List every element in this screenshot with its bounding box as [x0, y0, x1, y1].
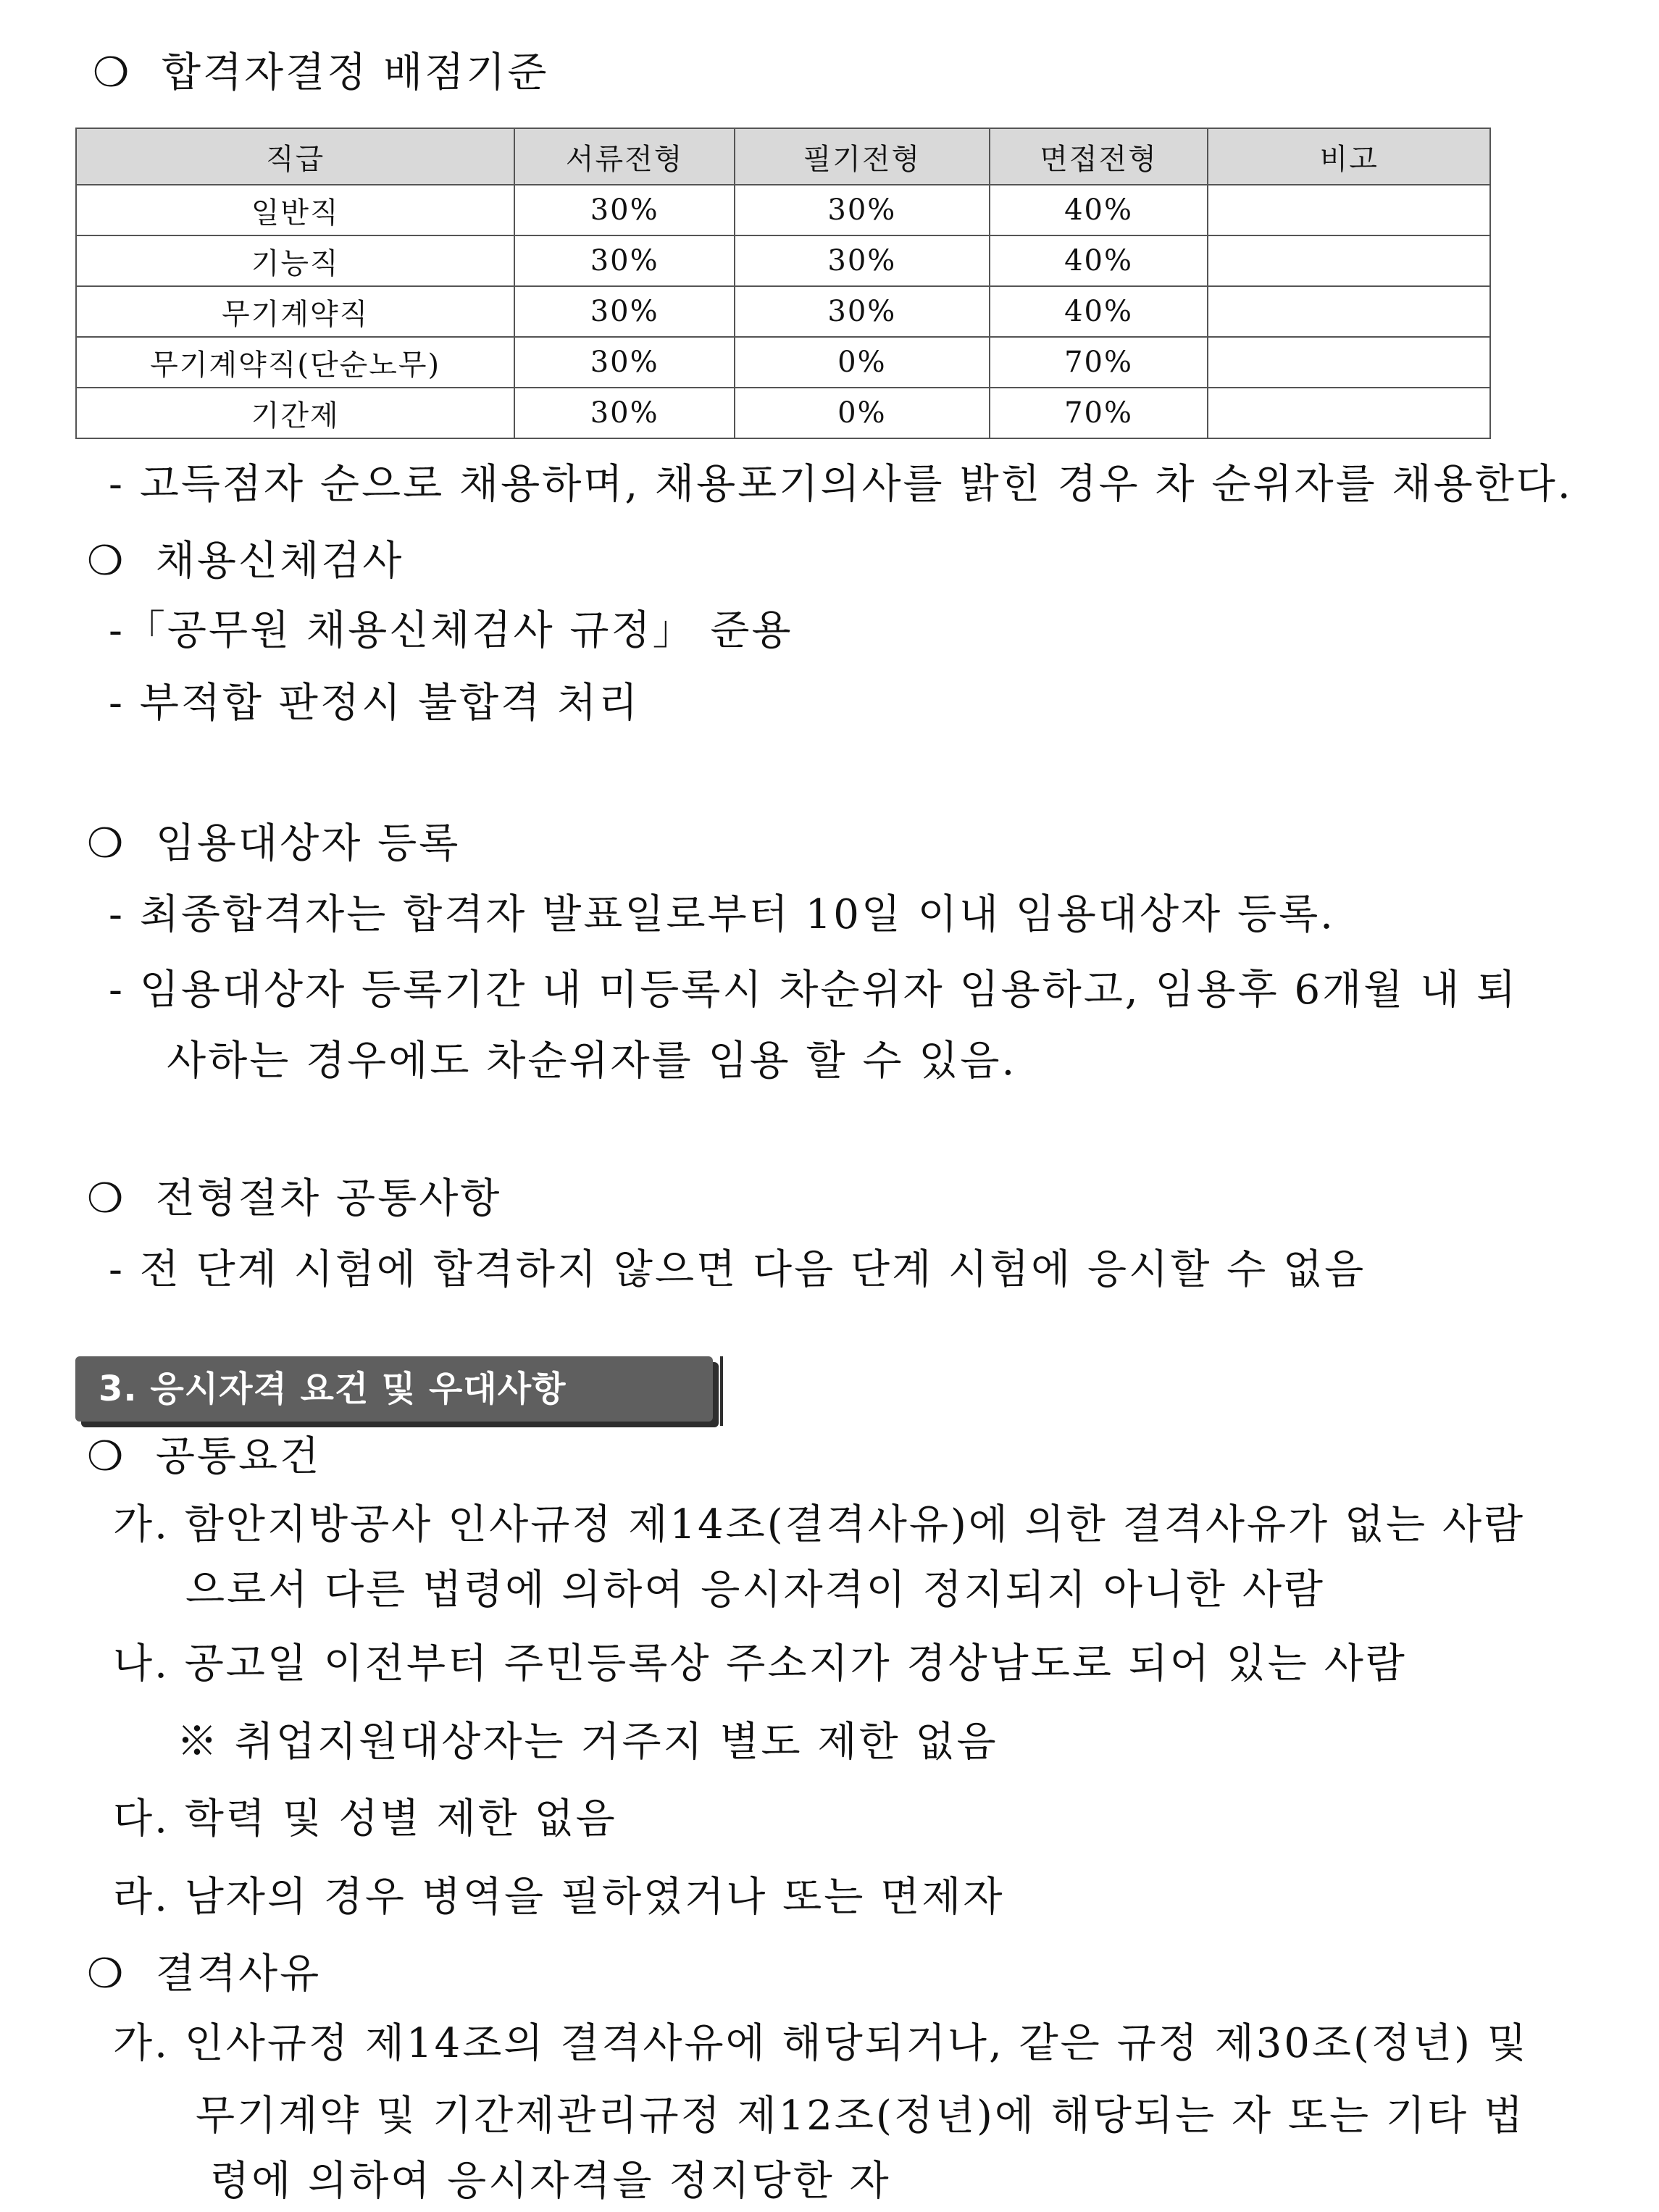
table-header-cell: 직급: [76, 128, 514, 185]
registration-item-continued: 사하는 경우에도 차순위자를 임용 할 수 있음.: [167, 1038, 1017, 1085]
circle-bullet-icon: ❍: [87, 1433, 126, 1480]
table-row: [76, 235, 1490, 286]
disqualification-item-continued: 령에 의하여 응시자격을 정지당한 자: [210, 2158, 891, 2205]
health-check-heading-text: 채용신체검사: [155, 538, 404, 585]
table-cell: 일반직: [76, 185, 514, 235]
common-item: 다. 학력 및 성별 제한 없음: [113, 1795, 617, 1842]
circle-bullet-icon: ❍: [93, 49, 132, 96]
table-cell: 30%: [514, 388, 735, 438]
table-cell: 30%: [514, 185, 735, 235]
scoring-note: - 고득점자 순으로 채용하며, 채용포기의사를 밝힌 경우 차 순위자를 채용한다.: [109, 461, 1573, 508]
table-row: [76, 185, 1490, 235]
disqualification-item-continued: 무기계약 및 기간제관리규정 제12조(정년)에 해당되는 자 또는 기타 법: [196, 2092, 1525, 2140]
table-header-cell: 서류전형: [514, 128, 735, 185]
registration-item: - 임용대상자 등록기간 내 미등록시 차순위자 임용하고, 임용후 6개월 내 퇴: [109, 967, 1518, 1014]
health-check-heading: [87, 536, 404, 587]
table-cell: [1208, 235, 1490, 286]
table-header-row: [76, 128, 1490, 185]
procedure-item: - 전 단계 시험에 합격하지 않으면 다음 단계 시험에 응시할 수 없음: [109, 1246, 1366, 1293]
circle-bullet-icon: ❍: [87, 1950, 126, 1998]
registration-heading: [87, 819, 460, 869]
table-cell: 0%: [735, 337, 990, 388]
common-heading: [87, 1432, 321, 1482]
table-cell: 30%: [735, 235, 990, 286]
common-heading-text: 공통요건: [155, 1433, 322, 1480]
circle-bullet-icon: ❍: [87, 538, 126, 585]
table-cell: 무기계약직: [76, 286, 514, 337]
disqualification-heading-text: 결격사유: [155, 1950, 322, 1998]
table-cell: 30%: [735, 286, 990, 337]
registration-heading-text: 임용대상자 등록: [155, 820, 461, 867]
table-cell: 70%: [990, 388, 1208, 438]
disqualification-item: 가. 인사규정 제14조의 결격사유에 해당되거나, 같은 규정 제30조(정년) 및: [113, 2020, 1529, 2067]
table-cell: 40%: [990, 235, 1208, 286]
table-cell: 30%: [514, 337, 735, 388]
table-cell: [1208, 337, 1490, 388]
common-item-continued: 으로서 다른 법령에 의하여 응시자격이 정지되지 아니한 사람: [185, 1566, 1326, 1614]
scoring-heading: [93, 48, 548, 99]
table-cell: 기간제: [76, 388, 514, 438]
table-row: [76, 388, 1490, 438]
circle-bullet-icon: ❍: [87, 1175, 126, 1222]
table-row: [76, 286, 1490, 337]
health-check-item: -「공무원 채용신체검사 규정」 준용: [109, 607, 793, 654]
table-header-cell: 비고: [1208, 128, 1490, 185]
table-cell: 30%: [735, 185, 990, 235]
section-3-title: 3. 응시자격 요건 및 우대사항: [75, 1356, 713, 1422]
common-item: 나. 공고일 이전부터 주민등록상 주소지가 경상남도로 되어 있는 사람: [113, 1640, 1407, 1687]
disqualification-heading: [87, 1949, 321, 2000]
table-cell: 0%: [735, 388, 990, 438]
common-note: ※ 취업지원대상자는 거주지 별도 제한 없음: [177, 1719, 998, 1766]
table-cell: 30%: [514, 235, 735, 286]
registration-item: - 최종합격자는 합격자 발표일로부터 10일 이내 임용대상자 등록.: [109, 891, 1335, 938]
common-item: 라. 남자의 경우 병역을 필하였거나 또는 면제자: [113, 1874, 1005, 1921]
table-header-cell: 면접전형: [990, 128, 1208, 185]
procedure-heading: [87, 1174, 501, 1224]
table-cell: 30%: [514, 286, 735, 337]
table-cell: 기능직: [76, 235, 514, 286]
table-cell: [1208, 185, 1490, 235]
health-check-item: - 부적합 판정시 불합격 처리: [109, 680, 640, 727]
table-cell: 40%: [990, 185, 1208, 235]
circle-bullet-icon: ❍: [87, 820, 126, 867]
table-cell: 무기계약직(단순노무): [76, 337, 514, 388]
table-cell: [1208, 286, 1490, 337]
table-cell: [1208, 388, 1490, 438]
table-row: [76, 337, 1490, 388]
table-cell: 70%: [990, 337, 1208, 388]
scoring-heading-text: 합격자결정 배점기준: [161, 49, 549, 96]
table-cell: 40%: [990, 286, 1208, 337]
table-header-cell: 필기전형: [735, 128, 990, 185]
procedure-heading-text: 전형절차 공통사항: [155, 1175, 502, 1222]
common-item: 가. 함안지방공사 인사규정 제14조(결격사유)에 의한 결격사유가 없는 사람: [113, 1501, 1526, 1548]
scoring-table: [75, 128, 1491, 439]
